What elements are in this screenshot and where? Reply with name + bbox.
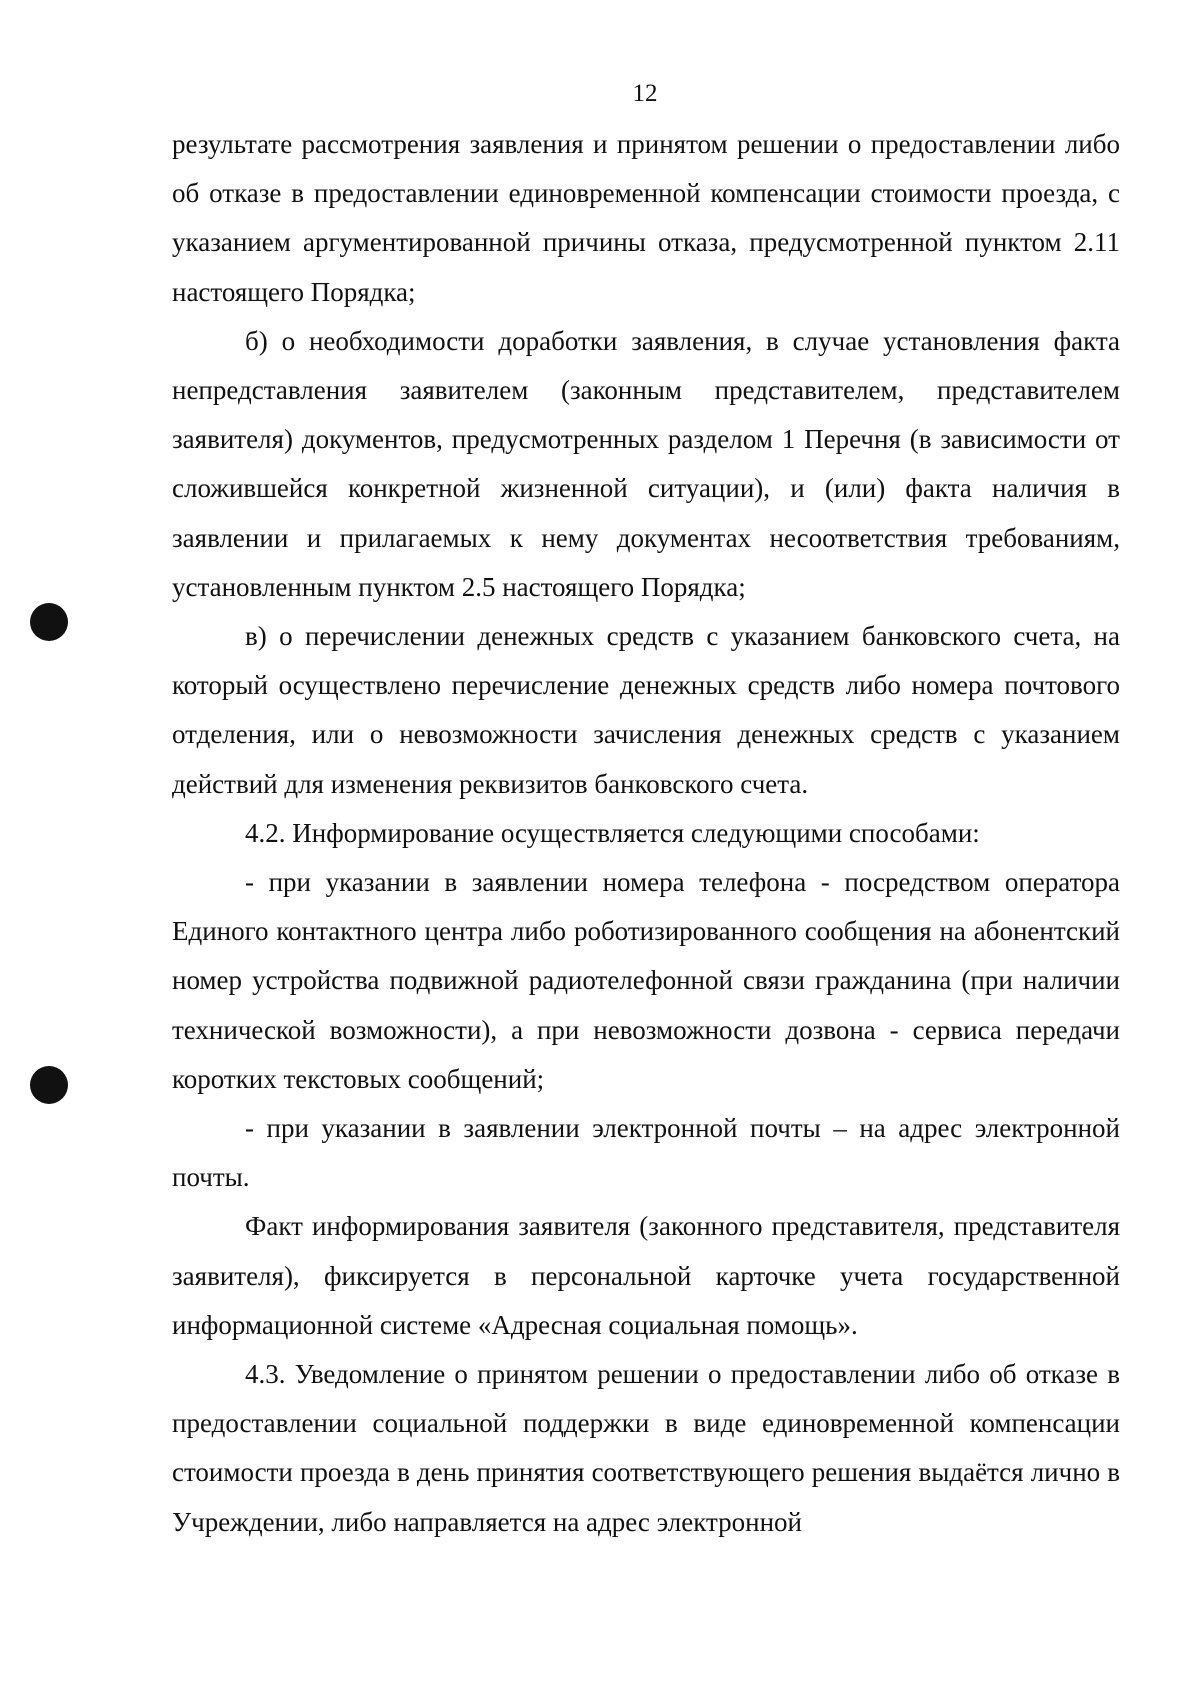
paragraph-decision-result: результате рассмотрения заявления и принятом решении о предоставлении либо об отказе в предоставлении единовременной компенсации стоимости проезда, с указанием аргументированной причины отказа, предусмотренной пунктом 2.11 настоящего Порядка;: [172, 129, 1120, 307]
paragraph-fact-recorded: Факт информирования заявителя (законного представителя, представителя заявителя), фиксируется в персональной карточке учета государственной информационной системе «Адресная социальная помощь».: [172, 1211, 1120, 1340]
paragraph-item-v: в) о перечислении денежных средств с указанием банковского счета, на который осуществлено перечисление денежных средств либо номера почтового отделения, или о невозможности зачисления денежных средств с указанием действий для изменения реквизитов банковского счета.: [172, 621, 1120, 799]
document-body: [172, 120, 1120, 1547]
paragraph-phone-method: - при указании в заявлении номера телефона - посредством оператора Единого контактного центра либо роботизированного сообщения на абонентский номер устройства подвижной радиотелефонной связи гражданина (при наличии технической возможности), а при невозможности дозвона - сервиса передачи коротких текстовых сообщений;: [172, 867, 1120, 1094]
paragraph-4-2: 4.2. Информирование осуществляется следующими способами:: [245, 817, 980, 848]
page-number: 12: [632, 80, 658, 107]
paragraph-item-b: б) о необходимости доработки заявления, в случае установления факта непредставления заявителем (законным представителем, представителем заявителя) документов, предусмотренных разделом 1 Перечня (в зависимости от сложившейся конкретной жизненной ситуации), и (или) факта наличия в заявлении и прилагаемых к нему документах несоответствия требованиям, установленным пунктом 2.5 настоящего Порядка;: [172, 325, 1120, 602]
paragraph-4-3: 4.3. Уведомление о принятом решении о предоставлении либо об отказе в предоставлении социальной поддержки в виде единовременной компенсации стоимости проезда в день принятия соответствующего решения выдаётся лично в Учреждении, либо направляется на адрес электронной: [172, 1359, 1120, 1537]
punch-hole-mark: [30, 1066, 68, 1104]
punch-hole-mark: [30, 603, 68, 641]
paragraph-email-method: - при указании в заявлении электронной почты – на адрес электронной почты.: [172, 1113, 1120, 1193]
